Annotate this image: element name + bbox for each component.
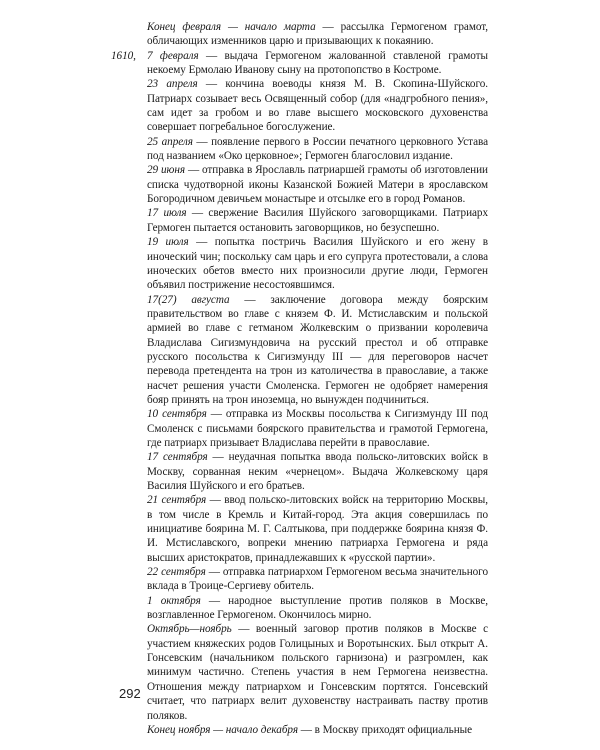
chronology-entry <box>147 622 488 722</box>
entry-date: 22 сентября <box>147 566 206 579</box>
entry-text: — в Москву приходят официальные <box>297 723 473 736</box>
entry-date: Конец ноября — начало декабря <box>147 723 298 736</box>
entry-text: — заключение договора между боярским правительством во главе с князем Ф. И. Мстиславским и польской армией во главе с гетманом Жолкевским о призвании королевича Владислава Сигизмундовича на русский престол и об отправке русского посольства к Сигизмунду III — для переговоров насчет перевода претендента на трон из католичества в православие, а также насчет решения участи Смоленска. Гермоген не одобряет намерения бояр принять на трон иноземца, но вынужден подчиниться. <box>147 293 489 406</box>
page-number: 292 <box>119 686 141 701</box>
entry-text: — рассылка Гермогеном грамот, обличающих изменников царю и призывающих к покаянию. <box>147 21 488 48</box>
chronology-entry <box>147 20 488 49</box>
entry-text: — отправка патриархом Гермогеном весьма значительного вклада в Троице-Сергиеву обитель. <box>147 566 488 593</box>
entry-text: — военный заговор против поляков в Москве с участием княжеских родов Голицыных и Воротынских. Был открыт А. Гонсевским (начальником польского гарнизона) и разгромлен, как минимум частично. Степень участия в нем Гермогена неизвестна. Отношения между патриархом и Гонсевским портятся. Гонсевский считает, что патриарх велит духовенству настраивать паству против поляков. <box>147 623 488 722</box>
entry-date: 1 октября <box>147 594 201 607</box>
entry-text: — свержение Василия Шуйского заговорщиками. Патриарх Гермоген пытается остановить заговорщиков, но безуспешно. <box>147 207 489 234</box>
entry-text: — кончина воеводы князя М. В. Скопина-Шуйского. Патриарх созывает весь Освященный собор (для «надгробного пения», сам идет за гробом и во главе высшего московского духовенства совершает погребальное богослужение. <box>147 78 489 134</box>
chronology-entry <box>147 293 488 408</box>
entry-date: 25 апреля <box>147 135 193 148</box>
chronology-entry <box>147 565 488 594</box>
entry-date: 7 февраля <box>147 49 199 62</box>
chronology-entry <box>147 135 488 164</box>
chronology-entry <box>147 594 488 623</box>
entry-date: 17 сентября <box>147 451 208 464</box>
entry-text: — отправка из Москвы посольства к Сигизмунду III под Смоленск с письмами боярского правительства и грамотой Гермогена, где патриарх призывает Владислава перейти в православие. <box>147 408 488 449</box>
entry-date: 17(27) августа <box>147 293 230 306</box>
chronology-entry <box>147 493 488 565</box>
entry-text: — попытка постричь Василия Шуйского и его жену в иноческий чин; поскольку сам царь и его супруга протестовали, а слова иноческих обетов вместо них произносили другие люди, Гермоген объявил пострижение несостоявшимся. <box>147 236 488 292</box>
entry-text: — появление первого в России печатного церковного Устава под названием «Око церковное»; Гермоген благословил издание. <box>147 135 488 163</box>
chronology-entry <box>111 49 488 78</box>
entry-date: Конец февраля — начало марта <box>147 21 316 33</box>
chronology-entry <box>147 163 488 206</box>
entry-date: 23 апреля <box>147 78 198 91</box>
chronology-entry <box>147 235 488 292</box>
chronology-entry <box>147 723 488 737</box>
entry-text: — ввод польско-литовских войск на территорию Москвы, в том числе в Кремль и Китай-город. Эта акция совершилась по инициативе боярина М. Г. Салтыкова, при поддержке боярина князя Ф. И. Мстиславского, вопреки мнению патриарха Гермогена и ряда высших аристократов, принадлежавших к «русской партии». <box>147 494 489 564</box>
entry-date: 29 июня <box>147 164 186 177</box>
entry-date: 17 июля <box>147 207 187 220</box>
chronology-entry <box>147 77 488 134</box>
entry-text: — выдача Гермогеном жалованной ставленой грамоты некоему Ермолаю Иванову сыну на протопопство в Костроме. <box>147 49 488 77</box>
entry-text: — народное выступление против поляков в Москве, возглавленное Гермогеном. Окончилось мирно. <box>147 594 488 622</box>
entry-date: 19 июля <box>147 236 189 249</box>
chronology-entry <box>147 407 488 450</box>
entry-date: Октябрь—ноябрь <box>147 623 232 636</box>
entry-text: — отправка в Ярославль патриаршей грамоты об изготовлении списка чудотворной иконы Казанской Божией Матери в ярославском Богородичном девичьем монастыре и отсылке его в город Романов. <box>147 164 488 206</box>
entry-text: — неудачная попытка ввода польско-литовских войск в Москву, сорванная неким «чернецом». Выдача Жолкевскому царя Василия Шуйского и его братьев. <box>147 451 488 492</box>
chronology-entry <box>147 450 488 493</box>
entry-date: 21 сентября <box>147 494 207 507</box>
chronology-entry <box>147 206 488 235</box>
entry-year: 1610, <box>111 49 136 62</box>
entry-date: 10 сентября <box>147 408 207 421</box>
